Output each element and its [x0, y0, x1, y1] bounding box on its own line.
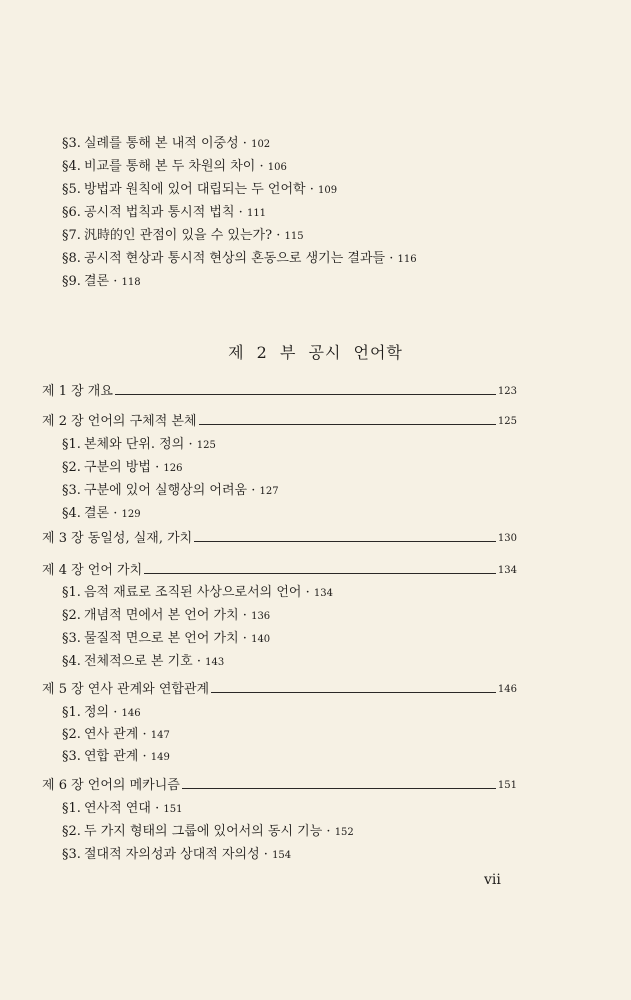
section-mark: §3.: [62, 631, 81, 646]
toc-section: §1. 연사적 연대 · 151: [62, 801, 183, 816]
section-page: 115: [284, 231, 304, 242]
toc-section: §3. 절대적 자의성과 상대적 자의성 · 154: [62, 847, 292, 862]
toc-section: §3. 실례를 통해 본 내적 이중성 · 102: [62, 136, 271, 151]
section-page: 151: [163, 804, 183, 815]
section-title: 본체와 단위. 정의: [84, 437, 185, 452]
section-page: 125: [196, 440, 216, 451]
section-title: 전체적으로 본 기호: [84, 654, 193, 669]
toc-section: §7. 汎時的인 관점이 있을 수 있는가? · 115: [62, 228, 304, 243]
part-title: 제 2 부 공시 언어학: [228, 343, 403, 362]
toc-section: §3. 구분에 있어 실행상의 어려움 · 127: [62, 483, 279, 498]
section-title: 절대적 자의성과 상대적 자의성: [84, 847, 260, 862]
section-mark: §3.: [62, 847, 81, 862]
section-title: 공시적 법칙과 통시적 법칙: [84, 205, 235, 220]
chapter-page: 134: [497, 565, 517, 576]
section-mark: §5.: [62, 182, 81, 197]
section-mark: §1.: [62, 705, 81, 720]
chapter-title: 제 2 장 언어의 구체적 본체: [42, 414, 197, 429]
section-mark: §4.: [62, 506, 81, 521]
section-title: 비교를 통해 본 두 차원의 차이: [84, 159, 256, 174]
toc-section: §4. 전체적으로 본 기호 · 143: [62, 654, 225, 669]
toc-section: §9. 결론 · 118: [62, 274, 141, 289]
section-title: 방법과 원칙에 있어 대립되는 두 언어학: [84, 182, 306, 197]
section-page: 140: [251, 634, 271, 645]
section-page: 149: [150, 752, 170, 763]
section-page: 134: [313, 588, 333, 599]
section-title: 두 가지 형태의 그룹에 있어서의 동시 기능: [84, 824, 323, 839]
chapter-page: 130: [497, 533, 517, 544]
toc-section: §3. 연합 관계 · 149: [62, 749, 170, 764]
toc-chapter: [42, 531, 517, 547]
section-title: 연사적 연대: [84, 801, 151, 816]
leader-rule: [211, 692, 496, 693]
section-page: 143: [205, 657, 225, 668]
toc-chapter: [42, 778, 517, 794]
section-mark: §1.: [62, 801, 81, 816]
section-title: 汎時的인 관점이 있을 수 있는가?: [84, 228, 273, 243]
section-page: 126: [163, 463, 183, 474]
toc-chapter: [42, 414, 517, 430]
section-page: 147: [150, 730, 170, 741]
leader-rule: [182, 788, 496, 789]
section-mark: §6.: [62, 205, 81, 220]
chapter-title: 제 5 장 연사 관계와 연합관계: [42, 682, 210, 697]
chapter-title: 제 4 장 언어 가치: [42, 563, 143, 578]
toc-section: §2. 연사 관계 · 147: [62, 727, 170, 742]
section-page: 102: [251, 139, 271, 150]
chapter-title: 제 3 장 동일성, 실재, 가치: [42, 531, 193, 546]
chapter-page: 125: [497, 416, 517, 427]
toc-section: §4. 비교를 통해 본 두 차원의 차이 · 106: [62, 159, 287, 174]
section-mark: §7.: [62, 228, 81, 243]
section-title: 구분에 있어 실행상의 어려움: [84, 483, 248, 498]
leader-rule: [199, 424, 496, 425]
section-title: 결론: [84, 506, 110, 521]
section-mark: §4.: [62, 654, 81, 669]
toc-section: §1. 음적 재료로 조직된 사상으로서의 언어 · 134: [62, 585, 333, 600]
toc-chapter: [42, 563, 517, 579]
toc-section: §6. 공시적 법칙과 통시적 법칙 · 111: [62, 205, 267, 220]
section-page: 129: [121, 509, 141, 520]
section-page: 136: [251, 611, 271, 622]
chapter-page: 123: [497, 386, 517, 397]
toc-section: §2. 두 가지 형태의 그룹에 있어서의 동시 기능 · 152: [62, 824, 354, 839]
section-mark: §2.: [62, 460, 81, 475]
section-mark: §2.: [62, 727, 81, 742]
section-title: 음적 재료로 조직된 사상으로서의 언어: [84, 585, 302, 600]
toc-chapter: [42, 384, 517, 400]
chapter-page: 146: [497, 684, 517, 695]
leader-rule: [115, 394, 496, 395]
toc-section: §5. 방법과 원칙에 있어 대립되는 두 언어학 · 109: [62, 182, 338, 197]
toc-section: §2. 구분의 방법 · 126: [62, 460, 183, 475]
section-page: 146: [121, 708, 141, 719]
section-page: 109: [318, 185, 338, 196]
section-mark: §3.: [62, 136, 81, 151]
leader-rule: [144, 573, 496, 574]
chapter-title: 제 6 장 언어의 메카니즘: [42, 778, 180, 793]
section-title: 정의: [84, 705, 110, 720]
section-mark: §8.: [62, 251, 81, 266]
section-mark: §3.: [62, 749, 81, 764]
section-page: 116: [397, 254, 417, 265]
toc-section: §2. 개념적 면에서 본 언어 가치 · 136: [62, 608, 271, 623]
section-mark: §1.: [62, 437, 81, 452]
section-title: 물질적 면으로 본 언어 가치: [84, 631, 239, 646]
section-title: 결론: [84, 274, 110, 289]
toc-chapter: [42, 682, 517, 698]
section-page: 111: [246, 208, 267, 219]
section-title: 공시적 현상과 통시적 현상의 혼동으로 생기는 결과들: [84, 251, 386, 266]
section-mark: §3.: [62, 483, 81, 498]
section-mark: §2.: [62, 824, 81, 839]
toc-section: §4. 결론 · 129: [62, 506, 141, 521]
section-title: 구분의 방법: [84, 460, 151, 475]
toc-section: §1. 정의 · 146: [62, 705, 141, 720]
section-title: 연합 관계: [84, 749, 139, 764]
section-mark: §4.: [62, 159, 81, 174]
chapter-page: 151: [497, 780, 517, 791]
section-mark: §2.: [62, 608, 81, 623]
section-mark: §1.: [62, 585, 81, 600]
toc-section: §3. 물질적 면으로 본 언어 가치 · 140: [62, 631, 271, 646]
chapter-title: 제 1 장 개요: [42, 384, 113, 399]
section-page: 106: [267, 162, 287, 173]
section-mark: §9.: [62, 274, 81, 289]
section-title: 연사 관계: [84, 727, 139, 742]
section-title: 실례를 통해 본 내적 이중성: [84, 136, 239, 151]
section-page: 127: [259, 486, 279, 497]
page-folio: vii: [484, 872, 501, 888]
section-page: 154: [272, 850, 292, 861]
toc-section: §1. 본체와 단위. 정의 · 125: [62, 437, 216, 452]
section-page: 152: [334, 827, 354, 838]
section-page: 118: [121, 277, 141, 288]
leader-rule: [194, 541, 496, 542]
section-title: 개념적 면에서 본 언어 가치: [84, 608, 239, 623]
toc-section: §8. 공시적 현상과 통시적 현상의 혼동으로 생기는 결과들 · 116: [62, 251, 417, 266]
